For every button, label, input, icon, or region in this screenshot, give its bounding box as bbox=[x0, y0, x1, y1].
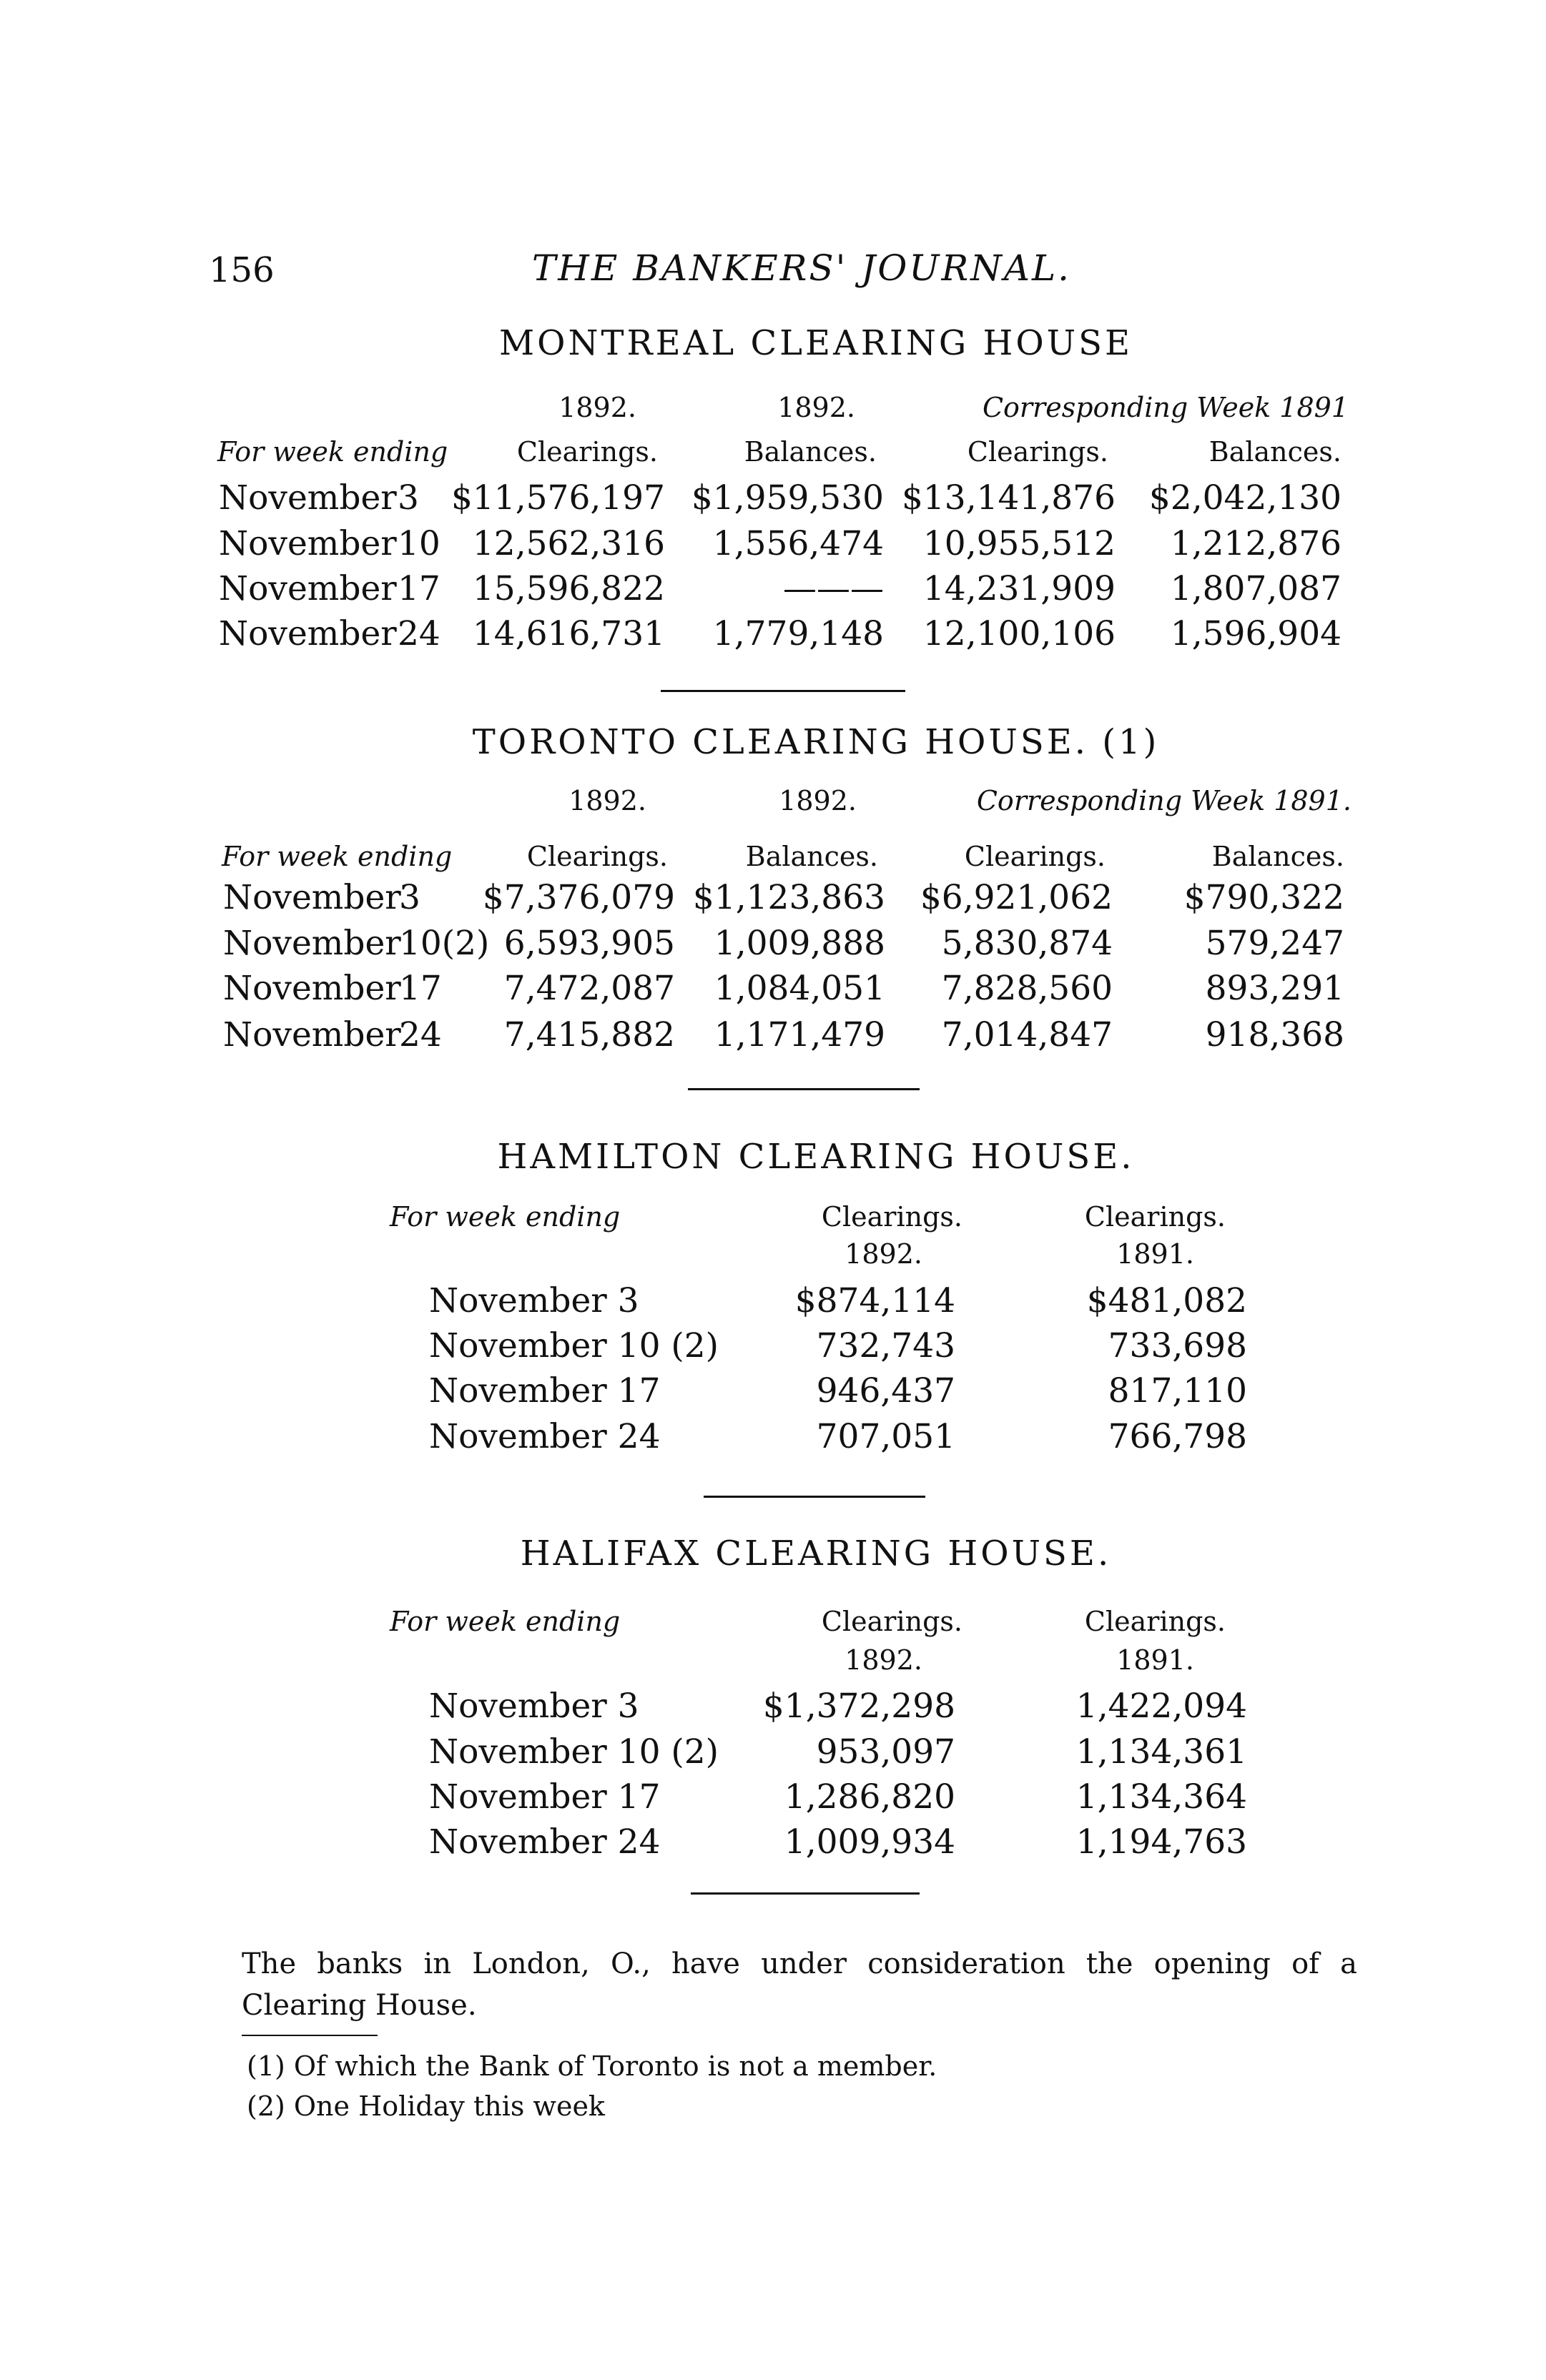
header-label: Clearings. bbox=[526, 841, 668, 872]
row-value: ——— bbox=[783, 569, 884, 608]
row-day: 17 bbox=[399, 969, 442, 1008]
row-value: 766,798 bbox=[1108, 1417, 1247, 1456]
header-corresponding-week: Corresponding Week 1891. bbox=[976, 785, 1351, 816]
header-year: 1892. bbox=[845, 1238, 922, 1270]
row-value: $7,376,079 bbox=[482, 878, 675, 917]
table-row bbox=[0, 1325, 1546, 1368]
row-day: 17 bbox=[398, 569, 440, 608]
halifax-title: HALIFAX CLEARING HOUSE. bbox=[520, 1534, 1112, 1574]
row-value: 12,562,316 bbox=[472, 524, 665, 563]
row-month: November bbox=[219, 569, 397, 608]
header-year: 1892. bbox=[568, 785, 646, 816]
row-value: 579,247 bbox=[1205, 924, 1344, 963]
row-day: 3 bbox=[399, 878, 420, 917]
header-labels bbox=[0, 430, 1546, 473]
row-value: 817,110 bbox=[1108, 1371, 1247, 1411]
header-years bbox=[0, 1639, 1546, 1682]
header-week-ending: For week ending bbox=[217, 436, 448, 468]
table-row bbox=[0, 568, 1546, 611]
row-value: 1,286,820 bbox=[784, 1777, 955, 1817]
table-row bbox=[0, 1280, 1546, 1323]
table-row bbox=[0, 1370, 1546, 1413]
header-years bbox=[0, 1233, 1546, 1275]
row-value: $1,123,863 bbox=[692, 878, 885, 917]
row-value: 7,828,560 bbox=[941, 969, 1113, 1008]
row-value: 707,051 bbox=[816, 1417, 955, 1456]
divider bbox=[704, 1496, 925, 1498]
row-day: 24 bbox=[398, 614, 440, 653]
header-label: Balances. bbox=[1211, 841, 1344, 872]
table-row bbox=[0, 477, 1546, 520]
header-years bbox=[0, 386, 1546, 429]
table-row bbox=[0, 1014, 1546, 1057]
divider bbox=[661, 690, 905, 692]
montreal-title: MONTREAL CLEARING HOUSE bbox=[498, 323, 1133, 363]
table-row bbox=[0, 1685, 1546, 1728]
row-month: November bbox=[223, 1015, 401, 1055]
row-value: $1,372,298 bbox=[762, 1687, 955, 1726]
row-value: 6,593,905 bbox=[503, 924, 675, 963]
hamilton-title: HAMILTON CLEARING HOUSE. bbox=[497, 1137, 1135, 1177]
header-year: 1891. bbox=[1116, 1644, 1194, 1676]
row-month: November bbox=[219, 614, 397, 653]
header-year: 1892. bbox=[779, 785, 857, 816]
header-year: 1892. bbox=[777, 392, 855, 423]
footnote-1: (1) Of which the Bank of Toronto is not a member. bbox=[247, 2050, 937, 2082]
row-value: 732,743 bbox=[816, 1326, 955, 1366]
row-value: 733,698 bbox=[1108, 1326, 1247, 1366]
row-month: November bbox=[219, 524, 397, 563]
row-day: 10 bbox=[398, 524, 440, 563]
header-week-ending: For week ending bbox=[390, 1606, 621, 1637]
row-month: November bbox=[219, 478, 397, 518]
row-value: 1,194,763 bbox=[1075, 1822, 1247, 1862]
table-row bbox=[0, 1821, 1546, 1864]
divider bbox=[688, 1088, 920, 1090]
toronto-title: TORONTO CLEARING HOUSE. (1) bbox=[472, 722, 1160, 762]
header-label: Clearings. bbox=[1084, 1606, 1226, 1637]
row-value: $1,959,530 bbox=[691, 478, 884, 518]
row-value: 1,134,361 bbox=[1075, 1732, 1247, 1772]
row-value: 7,415,882 bbox=[503, 1015, 675, 1055]
footnote-divider bbox=[242, 2035, 378, 2036]
header-week-ending: For week ending bbox=[390, 1201, 621, 1233]
note-paragraph: The banks in London, O., have under consideration the opening of a Clearing House. bbox=[242, 1947, 1357, 2022]
table-row bbox=[0, 1776, 1546, 1819]
row-value: 1,084,051 bbox=[714, 969, 885, 1008]
table-row bbox=[0, 1416, 1546, 1458]
row-day: 3 bbox=[398, 478, 419, 518]
table-row bbox=[0, 967, 1546, 1010]
row-value: 7,472,087 bbox=[503, 969, 675, 1008]
header-label: Clearings. bbox=[964, 841, 1106, 872]
header-year: 1892. bbox=[845, 1644, 922, 1676]
row-value: 1,556,474 bbox=[712, 524, 884, 563]
header-year: 1892. bbox=[558, 392, 636, 423]
row-value: 12,100,106 bbox=[922, 614, 1116, 653]
row-value: $481,082 bbox=[1086, 1281, 1247, 1320]
row-week: November 10 (2) bbox=[429, 1732, 719, 1772]
row-value: 14,616,731 bbox=[472, 614, 665, 653]
row-value: 1,009,888 bbox=[714, 924, 885, 963]
header-labels bbox=[0, 1195, 1546, 1238]
divider bbox=[691, 1892, 920, 1895]
table-row bbox=[0, 922, 1546, 965]
row-day: 10(2) bbox=[399, 924, 490, 963]
table-row bbox=[0, 1731, 1546, 1774]
row-day: 24 bbox=[399, 1015, 442, 1055]
row-value: 953,097 bbox=[816, 1732, 955, 1772]
row-value: 14,231,909 bbox=[922, 569, 1116, 608]
row-value: 1,171,479 bbox=[714, 1015, 885, 1055]
row-value: 1,212,876 bbox=[1170, 524, 1341, 563]
header-label: Clearings. bbox=[821, 1606, 962, 1637]
table-row bbox=[0, 613, 1546, 656]
table-row bbox=[0, 877, 1546, 919]
row-value: 1,596,904 bbox=[1170, 614, 1341, 653]
row-value: 7,014,847 bbox=[941, 1015, 1113, 1055]
footnote-2: (2) One Holiday this week bbox=[247, 2090, 605, 2122]
header-label: Clearings. bbox=[1084, 1201, 1226, 1233]
row-value: $13,141,876 bbox=[901, 478, 1116, 518]
row-week: November 3 bbox=[429, 1281, 639, 1320]
row-value: 946,437 bbox=[816, 1371, 955, 1411]
row-value: $790,322 bbox=[1183, 878, 1344, 917]
row-value: 1,807,087 bbox=[1170, 569, 1341, 608]
row-value: $874,114 bbox=[794, 1281, 955, 1320]
row-value: 15,596,822 bbox=[472, 569, 665, 608]
table-row bbox=[0, 523, 1546, 566]
row-week: November 3 bbox=[429, 1687, 639, 1726]
row-value: 1,422,094 bbox=[1075, 1687, 1247, 1726]
row-value: 1,779,148 bbox=[712, 614, 884, 653]
row-value: $6,921,062 bbox=[920, 878, 1113, 917]
row-week: November 17 bbox=[429, 1777, 661, 1817]
page-number: 156 bbox=[209, 250, 275, 290]
header-labels bbox=[0, 1600, 1546, 1643]
header-corresponding-week: Corresponding Week 1891 bbox=[982, 392, 1349, 423]
header-label: Clearings. bbox=[967, 436, 1108, 468]
row-value: 10,955,512 bbox=[922, 524, 1116, 563]
row-value: $11,576,197 bbox=[450, 478, 665, 518]
row-value: 893,291 bbox=[1205, 969, 1344, 1008]
header-year: 1891. bbox=[1116, 1238, 1194, 1270]
running-head: THE BANKERS' JOURNAL. bbox=[531, 247, 1072, 289]
header-label: Clearings. bbox=[821, 1201, 962, 1233]
row-week: November 24 bbox=[429, 1417, 661, 1456]
row-value: $2,042,130 bbox=[1148, 478, 1341, 518]
row-value: 918,368 bbox=[1205, 1015, 1344, 1055]
header-label: Balances. bbox=[745, 841, 878, 872]
row-week: November 24 bbox=[429, 1822, 661, 1862]
row-month: November bbox=[223, 969, 401, 1008]
header-years bbox=[0, 779, 1546, 822]
row-value: 5,830,874 bbox=[941, 924, 1113, 963]
header-week-ending: For week ending bbox=[222, 841, 453, 872]
row-week: November 10 (2) bbox=[429, 1326, 719, 1366]
row-week: November 17 bbox=[429, 1371, 661, 1411]
header-label: Balances. bbox=[1208, 436, 1341, 468]
row-value: 1,009,934 bbox=[784, 1822, 955, 1862]
header-label: Balances. bbox=[744, 436, 877, 468]
row-month: November bbox=[223, 924, 401, 963]
header-label: Clearings. bbox=[516, 436, 658, 468]
header-labels bbox=[0, 835, 1546, 878]
row-value: 1,134,364 bbox=[1075, 1777, 1247, 1817]
row-month: November bbox=[223, 878, 401, 917]
